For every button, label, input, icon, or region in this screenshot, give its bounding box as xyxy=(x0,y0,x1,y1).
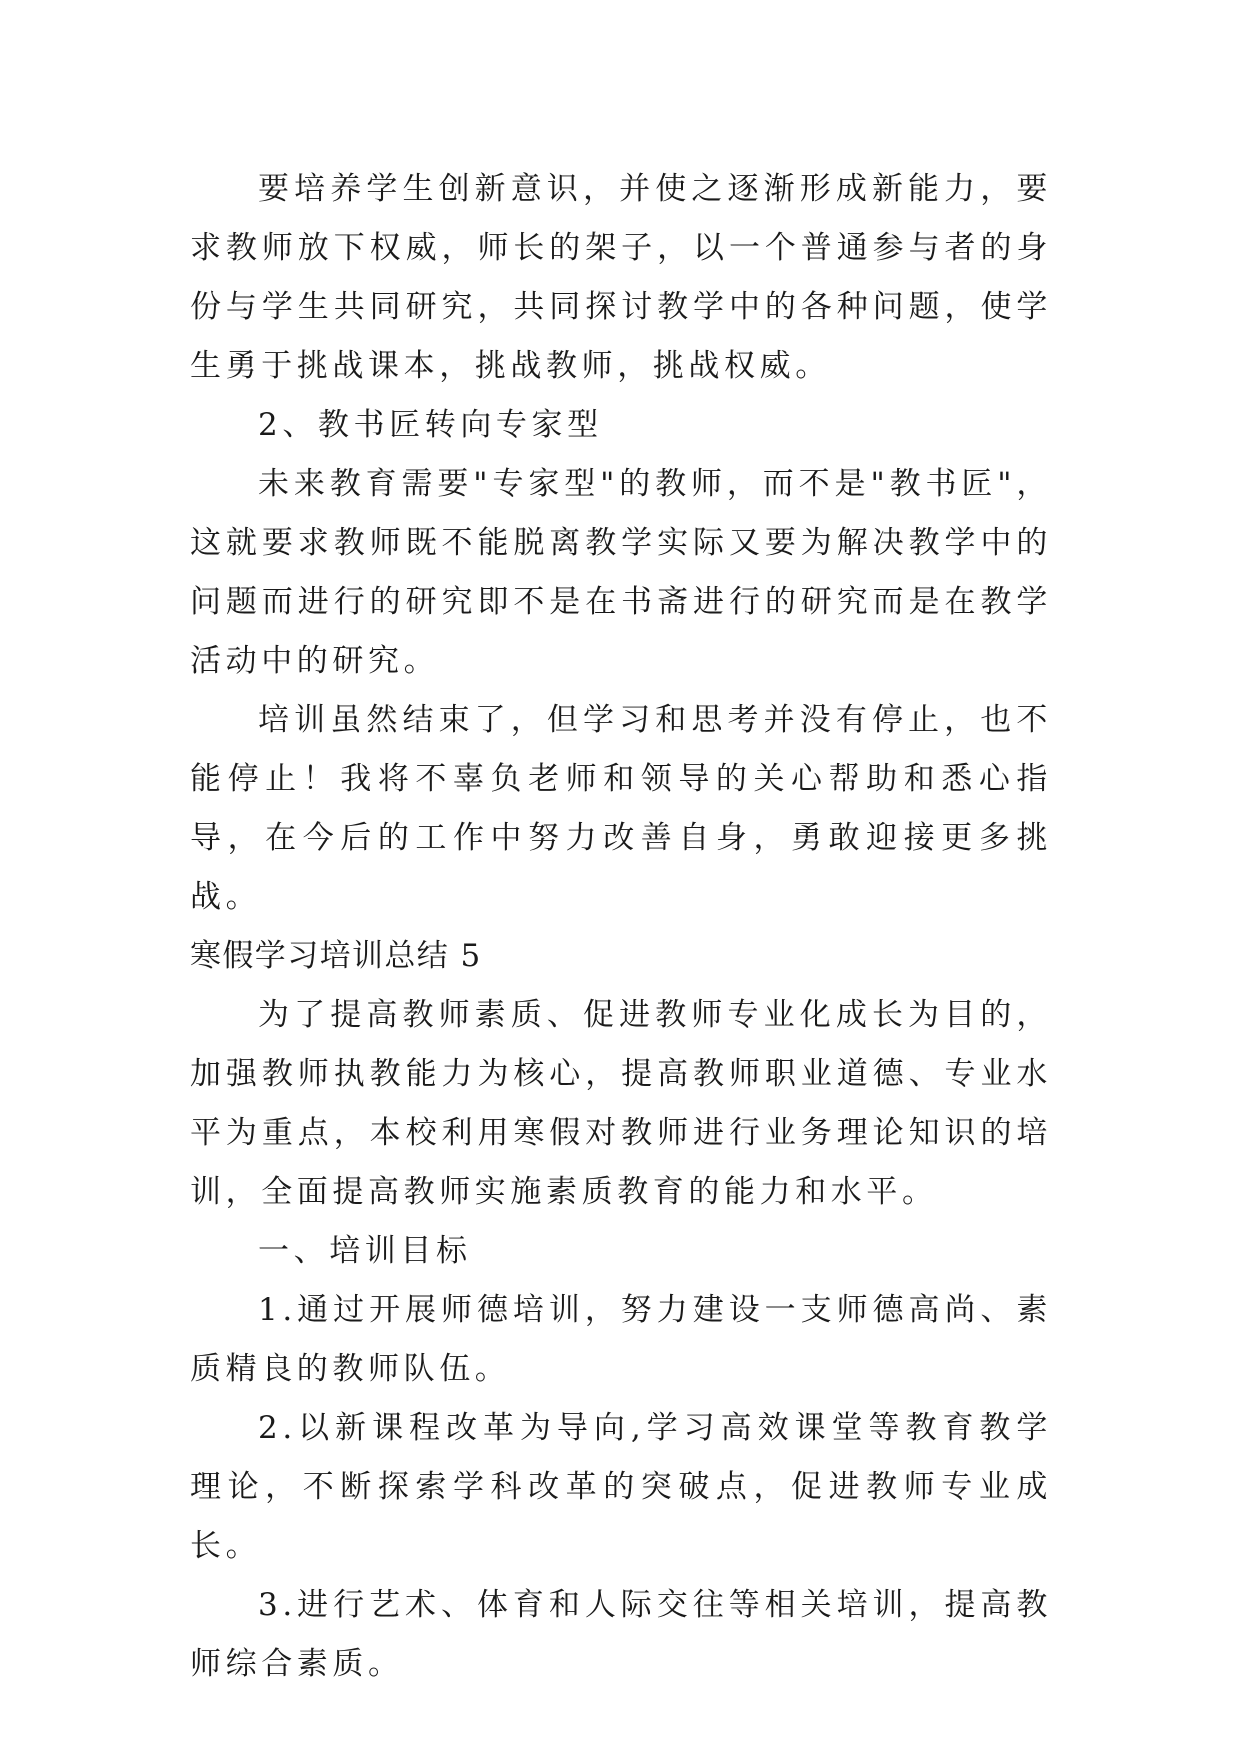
list-item-goal-3: 3.进行艺术、体育和人际交往等相关培训，提高教师综合素质。 xyxy=(190,1587,1052,1682)
paragraph-intro: 为了提高教师素质、促进教师专业化成长为目的，加强教师执教能力为核心，提高教师职业道德、专业水平为重点，本校利用寒假对教师进行业务理论知识的培训，全面提高教师实施素质教育的能力和水平。 xyxy=(190,997,1052,1210)
paragraph-expert-teacher: 未来教育需要"专家型"的教师，而不是"教书匠"，这就要求教师既不能脱离教学实际又要为解决教学中的问题而进行的研究即不是在书斋进行的研究而是在教学活动中的研究。 xyxy=(190,466,1052,679)
section-title: 寒假学习培训总结 5 xyxy=(190,938,482,974)
list-item-goal-2: 2.以新课程改革为导向,学习高效课堂等教育教学理论，不断探索学科改革的突破点，促进教师专业成长。 xyxy=(190,1410,1052,1564)
subheading-training-goals: 一、培训目标 xyxy=(258,1233,472,1269)
document-body xyxy=(190,160,1052,1694)
list-item-goal-1: 1.通过开展师德培训，努力建设一支师德高尚、素质精良的教师队伍。 xyxy=(190,1292,1052,1387)
paragraph-innovation: 要培养学生创新意识，并使之逐渐形成新能力，要求教师放下权威，师长的架子，以一个普通参与者的身份与学生共同研究，共同探讨教学中的各种问题，使学生勇于挑战课本，挑战教师，挑战权威。 xyxy=(190,171,1052,384)
subheading-expert-teacher: 2、教书匠转向专家型 xyxy=(258,407,603,443)
paragraph-conclusion: 培训虽然结束了，但学习和思考并没有停止，也不能停止！我将不辜负老师和领导的关心帮助和悉心指导，在今后的工作中努力改善自身，勇敢迎接更多挑战。 xyxy=(190,702,1052,915)
